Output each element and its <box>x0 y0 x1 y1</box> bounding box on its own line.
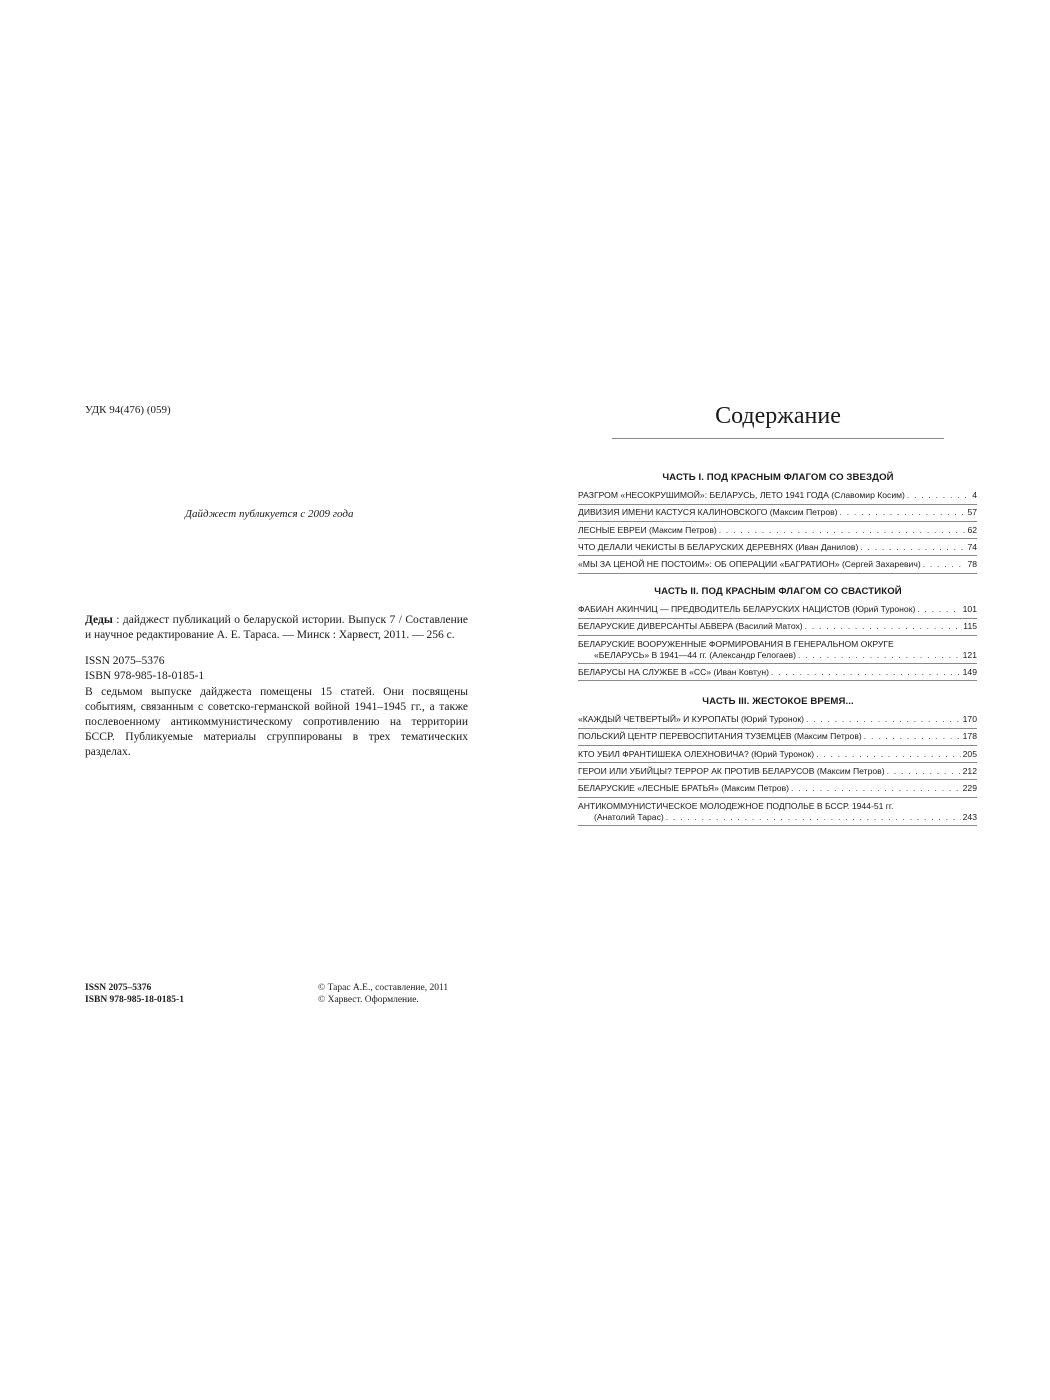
toc-entry[interactable] <box>578 783 977 794</box>
toc-entry[interactable] <box>578 639 977 661</box>
toc-entry[interactable] <box>578 542 977 553</box>
toc-title: Содержание <box>715 403 841 429</box>
toc-entry-page: 121 <box>962 649 977 660</box>
toc-part-heading: ЧАСТЬ III. ЖЕСТОКОЕ ВРЕМЯ... <box>702 696 854 707</box>
toc-entry-title: БЕЛАРУСКИЕ ДИВЕРСАНТЫ АБВЕРА (Василий Матох) <box>578 621 803 632</box>
toc-leader-dots <box>816 749 961 760</box>
toc-entry-page: 170 <box>962 714 977 724</box>
toc-entry-rule <box>578 728 977 729</box>
publication-since-note: Дайджест публикуется с 2009 года <box>185 508 354 520</box>
toc-entry[interactable] <box>578 604 977 615</box>
toc-entry-rule <box>578 573 977 574</box>
toc-entry-rule <box>578 521 977 522</box>
toc-part-heading: ЧАСТЬ II. ПОД КРАСНЫМ ФЛАГОМ СО СВАСТИКОЙ <box>654 586 902 597</box>
toc-title-rule <box>612 438 944 439</box>
toc-leader-dots <box>923 559 966 570</box>
toc-entry[interactable] <box>578 731 977 742</box>
toc-entry[interactable] <box>578 714 977 725</box>
biblio-title: Деды <box>85 614 113 626</box>
toc-entry[interactable] <box>578 801 977 823</box>
toc-entry-page: 74 <box>967 541 977 552</box>
toc-leader-dots <box>805 621 962 632</box>
toc-entry-page: 212 <box>962 765 977 776</box>
toc-entry-rule <box>578 663 977 664</box>
isbn-line: ISBN 978-985-18-0185-1 <box>85 670 205 682</box>
toc-entry-page: 229 <box>962 783 977 794</box>
copyright-design: © Харвест. Оформление. <box>318 995 419 1005</box>
toc-entry-title: КТО УБИЛ ФРАНТИШЕКА ОЛЕХНОВИЧА? (Юрий Туронок) <box>578 748 815 759</box>
toc-entry-page: 149 <box>962 666 977 677</box>
toc-entry[interactable] <box>578 559 977 570</box>
toc-leader-dots <box>860 542 965 553</box>
toc-leader-dots <box>887 766 961 777</box>
toc-entry-title: «КАЖДЫЙ ЧЕТВЕРТЫЙ» И КУРОПАТЫ (Юрий Туронок) <box>578 714 804 724</box>
toc-entry-rule <box>578 779 977 780</box>
toc-leader-dots <box>666 812 961 823</box>
toc-entry-title: ФАБИАН АКИНЧИЦ — ПРЕДВОДИТЕЛЬ БЕЛАРУСКИХ НАЦИСТОВ (Юрий Туронок) <box>578 604 916 614</box>
udk-code: УДК 94(476) (059) <box>85 404 171 416</box>
toc-entry[interactable] <box>578 667 977 678</box>
toc-entry-rule <box>578 825 977 826</box>
toc-entry-rule <box>578 555 977 556</box>
toc-entry-title: РАЗГРОМ «НЕСОКРУШИМОЙ»: БЕЛАРУСЬ, ЛЕТО 1941 ГОДА (Славомир Косим) <box>578 490 905 500</box>
toc-leader-dots <box>771 667 961 678</box>
toc-entry[interactable] <box>578 621 977 632</box>
toc-entry[interactable] <box>578 749 977 760</box>
toc-entry-title: ГЕРОИ ИЛИ УБИЙЦЫ? ТЕРРОР АК ПРОТИВ БЕЛАРУСОВ (Максим Петров) <box>578 765 885 776</box>
identifiers-block <box>85 654 204 684</box>
toc-entry-title-line1: АНТИКОММУНИСТИЧЕСКОЕ МОЛОДЕЖНОЕ ПОДПОЛЬЕ В БССР. 1944-51 гг. <box>578 800 894 811</box>
toc-leader-dots <box>798 650 961 661</box>
footer-issn: ISSN 2075–5376 <box>85 983 152 993</box>
toc-entry-page: 205 <box>962 748 977 759</box>
toc-entry-rule <box>578 504 977 505</box>
toc-entry-title: ДИВИЗИЯ ИМЕНИ КАСТУСЯ КАЛИНОВСКОГО (Максим Петров) <box>578 507 838 518</box>
toc-entry-title: ПОЛЬСКИЙ ЦЕНТР ПЕРЕВОСПИТАНИЯ ТУЗЕМЦЕВ (Максим Петров) <box>578 731 862 742</box>
bibliographic-record <box>85 613 468 643</box>
toc-entry-rule <box>578 745 977 746</box>
toc-leader-dots <box>840 507 966 518</box>
biblio-text: : дайджест публикаций о беларуской истории. Выпуск 7 / Составление и научное редактирование А. Е. Тараса. — Минск : Харвест, 2011. — 256 с. <box>85 614 468 641</box>
toc-entry[interactable] <box>578 490 977 501</box>
toc-leader-dots <box>917 604 960 615</box>
toc-entry-title: «БЕЛАРУСЬ» В 1941—44 гг. (Александр Гелогаев) <box>594 649 796 660</box>
toc-entry-title: (Анатолий Тарас) <box>594 811 664 822</box>
toc-entry-rule <box>578 797 977 798</box>
copyright-compilation: © Тарас А.Е., составление, 2011 <box>318 983 449 993</box>
toc-leader-dots <box>791 783 961 794</box>
toc-entry-page: 178 <box>962 731 977 742</box>
toc-entry[interactable] <box>578 525 977 536</box>
toc-leader-dots <box>907 490 970 501</box>
footer-identifiers <box>85 982 184 1006</box>
footer-copyright <box>318 982 448 1006</box>
toc-leader-dots <box>864 731 961 742</box>
toc-entry-page: 78 <box>967 559 977 570</box>
toc-entry-rule <box>578 680 977 681</box>
abstract-paragraph: В седьмом выпуске дайджеста помещены 15 статей. Они посвящены событиям, связанным с советско-германской войной 1941–1945 гг., а также послевоенному антикоммунистическому сопротивлению на территории БССР. Публикуемые материалы сгруппированы в трех тематических разделах. <box>85 686 468 758</box>
toc-entry-title: ЛЕСНЫЕ ЕВРЕИ (Максим Петров) <box>578 524 717 535</box>
toc-entry-title: «МЫ ЗА ЦЕНОЙ НЕ ПОСТОИМ»: ОБ ОПЕРАЦИИ «БАГРАТИОН» (Сергей Захаревич) <box>578 559 921 570</box>
toc-entry-page: 101 <box>962 604 977 614</box>
footer-isbn: ISBN 978-985-18-0185-1 <box>85 995 184 1005</box>
toc-entry-page: 62 <box>967 524 977 535</box>
toc-leader-dots <box>719 525 966 536</box>
toc-entry-page: 57 <box>967 507 977 518</box>
toc-entry-title: ЧТО ДЕЛАЛИ ЧЕКИСТЫ В БЕЛАРУСКИХ ДЕРЕВНЯХ (Иван Данилов) <box>578 541 859 552</box>
toc-entry-page: 115 <box>963 621 977 632</box>
toc-entry-rule <box>578 762 977 763</box>
toc-entry-rule <box>578 538 977 539</box>
toc-leader-dots <box>806 714 961 725</box>
toc-part-heading: ЧАСТЬ I. ПОД КРАСНЫМ ФЛАГОМ СО ЗВЕЗДОЙ <box>662 472 894 483</box>
toc-entry[interactable] <box>578 507 977 518</box>
toc-entry-rule <box>578 618 977 619</box>
toc-entry-page: 243 <box>962 811 977 822</box>
toc-entry-rule <box>578 635 977 636</box>
toc-entry-title: БЕЛАРУСКИЕ «ЛЕСНЫЕ БРАТЬЯ» (Максим Петров) <box>578 783 790 794</box>
toc-entry-page: 4 <box>972 490 977 500</box>
toc-entry-title: БЕЛАРУСЫ НА СЛУЖБЕ В «СС» (Иван Ковтун) <box>578 666 769 677</box>
toc-entry[interactable] <box>578 766 977 777</box>
issn-line: ISSN 2075–5376 <box>85 655 165 667</box>
toc-entry-title-line1: БЕЛАРУСКИЕ ВООРУЖЕННЫЕ ФОРМИРОВАНИЯ В ГЕНЕРАЛЬНОМ ОКРУГЕ <box>578 638 894 649</box>
